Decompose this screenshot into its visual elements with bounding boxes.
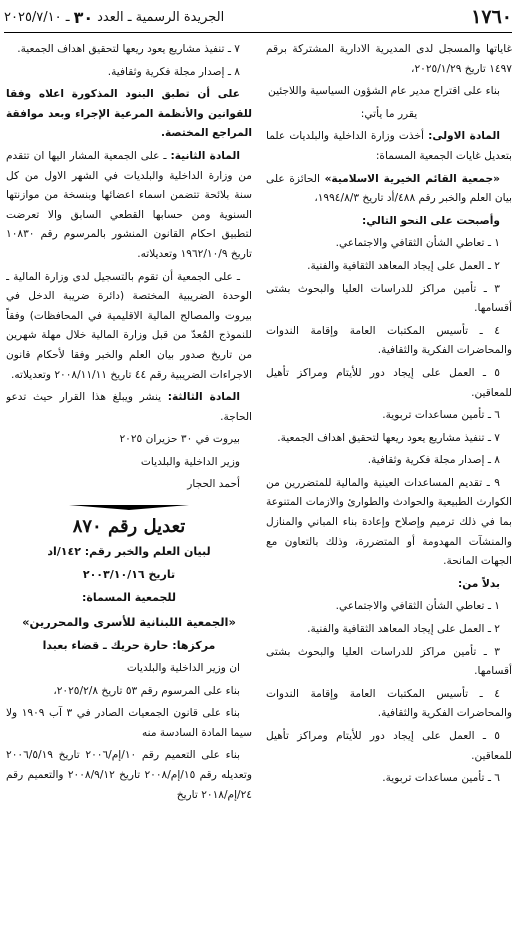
basis-line: بناء على المرسوم رقم ٥٣ تاريخ ٢٠٢٥/٢/٨، (53, 684, 240, 697)
decides-line: يقرر ما يأتي: (360, 107, 418, 120)
became-heading: وأصبحت على النحو التالي: (361, 214, 500, 227)
amendment-association-name: «الجمعية اللبنانية للأسرى والمحررين» (22, 615, 236, 630)
list-item: ٩ ـ تقديم المساعدات العينية والمالية للمتضررين من الكوارث الطبيعية والحوادث والطوارئ والازمات المتنوعة بما في ذلك ترميم وإصلاح وإعادة بناء المباني والمنازل والمنشآت المهدومة أو المتضررة، وذلك بالتعاون مع الجهات المانحة. (266, 476, 512, 568)
instead-heading: بدلاً من: (457, 577, 500, 590)
list-item: ١ ـ تعاطي الشأن الثقافي والاجتماعي. (335, 237, 500, 250)
amendment-statement-ref: لبيان العلم والخبر رقم: ١٤٢/اد (47, 545, 211, 559)
list-item: ٢ ـ العمل على إيجاد المعاهد الثقافية والفنية. (307, 623, 500, 636)
amendment-number: تعديل رقم ٨٧٠ (72, 516, 186, 538)
list-item: ٦ ـ تأمين مساعدات تربوية. (382, 409, 500, 422)
section-divider (69, 501, 189, 511)
list-item: ٨ ـ إصدار مجلة فكرية وثقافية. (107, 65, 240, 78)
list-item: ٣ ـ تأمين مراكز للدراسات العليا والبحوث بشتى أقسامها. (266, 645, 512, 678)
association-ref (266, 170, 512, 209)
signature-name: أحمد الحجار (187, 478, 240, 491)
signature-place-date: بيروت في ٣٠ حزيران ٢٠٢٥ (119, 433, 240, 446)
article-2-text-2: ـ على الجمعية أن تقوم بالتسجيل لدى وزارة المالية ـ الوحدة الضريبية المختصة (دائرة ضريبة الدخل في بيروت والمصالح المالية الاقليمية في المحافظات) وفقاً للنموذج المُعدّ من قبل وزارة المالية خلال مهلة شهرين من تاريخ صدور بيان العلم والخبر وفقا لأحكام قانون الاجراءات الضريبية رقم ٤٤ تاريخ ٢٠٠٨/١١/١١ وتعديلاته. (6, 270, 252, 381)
list-item: ٧ ـ تنفيذ مشاريع يعود ريعها لتحقيق اهداف الجمعية. (277, 431, 500, 444)
intro-line: بناء على اقتراح مدير عام الشؤون السياسية واللاجئين (268, 85, 500, 98)
association-text: الحائزة على بيان العلم والخبر رقم ٤٨٨/أد تاريخ ١٩٩٤/٨/٣، (266, 172, 512, 205)
list-item: ١ ـ تعاطي الشأن الثقافي والاجتماعي. (335, 600, 500, 613)
list-item: ٤ ـ تأسيس المكتبات العامة وإقامة الندوات والمحاضرات الفكرية والثقافية. (266, 324, 512, 357)
list-item: ٧ ـ تنفيذ مشاريع يعود ريعها لتحقيق اهداف الجمعية. (17, 43, 240, 55)
article-1-text: أخذت وزارة الداخلية والبلديات علما بتعديل غايات الجمعية المسماة: (266, 130, 512, 162)
article-1-title: المادة الاولى: (428, 130, 500, 143)
amendment-headquarters: مركزها: حارة حريك ـ قضاء بعبدا (42, 639, 216, 653)
list-item: ٤ ـ تأسيس المكتبات العامة وإقامة الندوات والمحاضرات الفكرية والثقافية. (266, 687, 512, 720)
right-column (266, 40, 512, 920)
list-item: ٥ ـ العمل على إيجاد دور للأيتام ومراكز تأهيل للمعاقين. (266, 366, 512, 399)
article-2-title: المادة الثانية: (170, 149, 240, 162)
list-item: ٦ ـ تأمين مساعدات تربوية. (382, 772, 500, 785)
amendment-date: تاريخ ٢٠٠٣/١٠/١٦ (82, 568, 176, 582)
article-2-text: ـ على الجمعية المشار اليها ان تتقدم من وزارة الداخلية والبلديات في الشهر الاول من كل سنة بلائحة تتضمن اسماء اعضائها وبنسخة من موازنتها السنوية ومن حسابها القطعي السابق والا تعرضت لتطبيق احكام القانون المنشور بالمرسوم رقم ١٠٨٣٠ تاريخ ١٩٦٢/١٠/٩ وتعديلاته. (6, 149, 252, 260)
minister-line: ان وزير الداخلية والبلديات (126, 662, 240, 675)
list-item: ٨ ـ إصدار مجلة فكرية وثقافية. (367, 454, 500, 467)
page-header (4, 2, 512, 33)
article-1 (266, 127, 512, 166)
intro-line: غاياتها والمسجل لدى المديرية الادارية المشتركة برقم ١٤٩٧ تاريخ ٢٠٢٥/١/٢٩، (266, 43, 512, 75)
conditions-paragraph: على أن تطبق البنود المذكورة اعلاه وفقا للقوانين والأنظمة المرعية الإجراء وبعد موافقة المراجع المختصة. (6, 88, 252, 140)
article-2 (6, 147, 252, 265)
list-item: ٢ ـ العمل على إيجاد المعاهد الثقافية والفنية. (307, 259, 500, 272)
article-3-title: المادة الثالثة: (167, 391, 240, 404)
list-item: ٣ ـ تأمين مراكز للدراسات العليا والبحوث بشتى أقسامها. (266, 282, 512, 315)
basis-line: بناء على قانون الجمعيات الصادر في ٣ آب ١٩٠٩ ولا سيما المادة السادسة منه (6, 707, 252, 739)
gazette-title: الجريدة الرسمية ـ العدد (97, 9, 225, 25)
amendment-assoc-label: للجمعية المسماة: (82, 591, 176, 605)
left-column (6, 40, 252, 920)
page-number: ١٧٦٠ (471, 6, 512, 28)
basis-line: بناء على التعميم رقم ١٠/إم/٢٠٠٦ تاريخ ٢٠٠٦/٥/١٩ وتعديله رقم ١٥/إم/٢٠٠٨ تاريخ ٢٠٠٨/٩/١٢ والتعميم رقم ٢٤/إم/٢٠١٨ تاريخ (6, 749, 252, 801)
association-name: «جمعية القائم الخيرية الاسلامية» (324, 172, 500, 185)
list-item: ٥ ـ العمل على إيجاد دور للأيتام ومراكز تأهيل للمعاقين. (266, 730, 512, 762)
header-left-group (4, 8, 224, 27)
signature-role: وزير الداخلية والبلديات (140, 455, 240, 468)
issue-date: ـ ٢٠٢٥/٧/١٠ (4, 9, 70, 25)
issue-number: ٣٠ (73, 7, 94, 27)
article-3 (6, 388, 252, 427)
article-3-text: ينشر ويبلغ هذا القرار حيث تدعو الحاجة. (6, 391, 252, 423)
